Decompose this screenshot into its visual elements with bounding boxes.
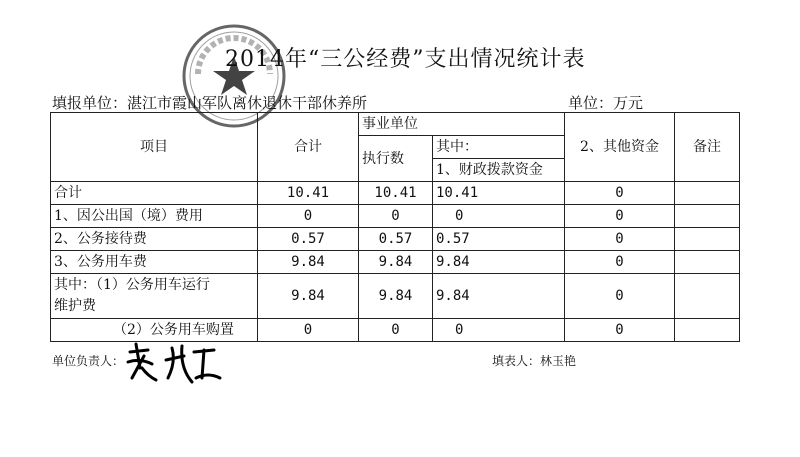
row-label: 1、因公出国（境）费用: [51, 205, 258, 228]
row-label-line: 其中：（1）公务用车运行: [54, 277, 210, 293]
currency-unit: 单位：万元: [568, 94, 644, 112]
table-row: [51, 182, 740, 205]
row-label: 2、公务接待费: [51, 228, 258, 251]
cell-total: 9.84: [258, 274, 359, 319]
cell-other: 0: [565, 182, 675, 205]
cell-fiscal: 0.57: [433, 228, 565, 251]
cell-total: 0.57: [258, 228, 359, 251]
page-title: 2014年“三公经费”支出情况统计表: [225, 47, 586, 72]
table-row: [51, 205, 740, 228]
table-row: [51, 228, 740, 251]
cell-execution: 9.84: [359, 274, 433, 319]
header-execution: 执行数: [359, 136, 433, 182]
header-of-which: 其中：: [433, 136, 565, 159]
cell-remark: [675, 319, 740, 342]
header-item: 项目: [51, 113, 258, 182]
cell-total: 0: [258, 205, 359, 228]
row-label: （2）公务用车购置: [51, 319, 258, 342]
header-institution: 事业单位: [359, 113, 565, 136]
table-row: [51, 251, 740, 274]
cell-other: 0: [565, 274, 675, 319]
responsible-label: 单位负责人：: [52, 354, 125, 368]
table-row: [51, 274, 740, 319]
header-other-funds: 2、其他资金: [565, 113, 675, 182]
header-fiscal: 1、财政拨款资金: [433, 159, 565, 182]
cell-fiscal: 0: [433, 319, 565, 342]
cell-other: 0: [565, 251, 675, 274]
cell-remark: [675, 182, 740, 205]
cell-remark: [675, 251, 740, 274]
cell-execution: 9.84: [359, 251, 433, 274]
filling-unit: 填报单位：湛江市霞山军队离休退休干部休养所: [52, 94, 368, 112]
row-label-line: 维护费: [54, 298, 96, 314]
handwritten-signature: [122, 338, 232, 388]
cell-other: 0: [565, 228, 675, 251]
cell-remark: [675, 274, 740, 319]
cell-execution: 0: [359, 205, 433, 228]
cell-total: 9.84: [258, 251, 359, 274]
cell-fiscal: 10.41: [433, 182, 565, 205]
cell-total: 0: [258, 319, 359, 342]
row-label: 合计: [51, 182, 258, 205]
cell-fiscal: 0: [433, 205, 565, 228]
cell-remark: [675, 205, 740, 228]
cell-other: 0: [565, 205, 675, 228]
table-header-row: [51, 113, 740, 136]
row-label: [51, 274, 258, 319]
preparer: 填表人：林玉艳: [492, 354, 577, 368]
header-remarks: 备注: [675, 113, 740, 182]
expense-table: [50, 112, 740, 342]
cell-remark: [675, 228, 740, 251]
cell-total: 10.41: [258, 182, 359, 205]
cell-execution: 0: [359, 319, 433, 342]
header-total: 合计: [258, 113, 359, 182]
cell-fiscal: 9.84: [433, 274, 565, 319]
cell-execution: 0.57: [359, 228, 433, 251]
cell-execution: 10.41: [359, 182, 433, 205]
cell-fiscal: 9.84: [433, 251, 565, 274]
cell-other: 0: [565, 319, 675, 342]
row-label: 3、公务用车费: [51, 251, 258, 274]
